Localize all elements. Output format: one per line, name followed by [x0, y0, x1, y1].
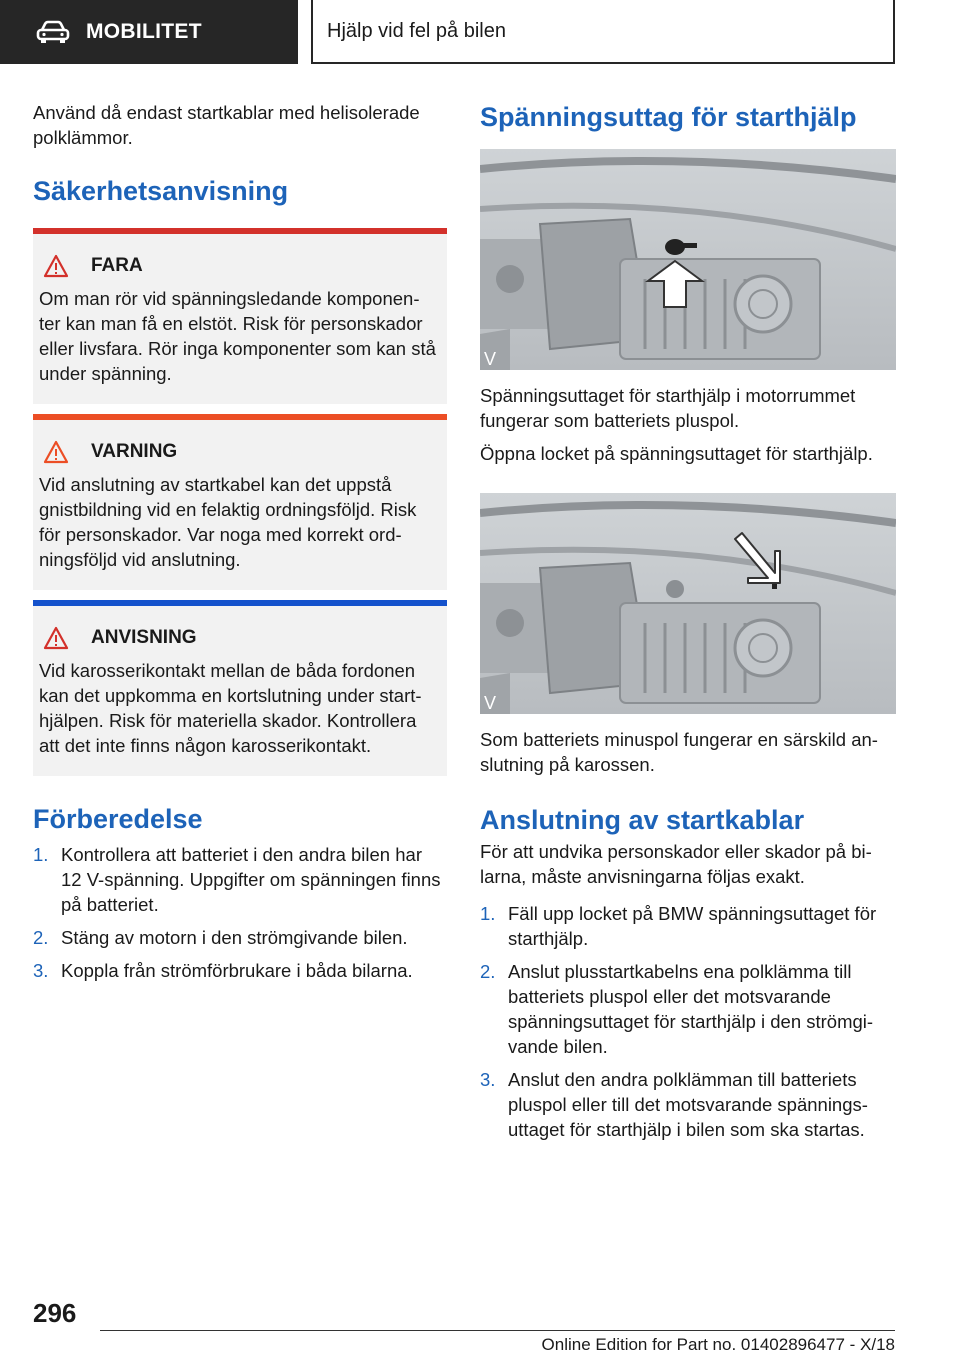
step-text: Kontrollera att batteriet i den andra bilen har 12 V-spänning. Uppgifter om spänningen finns på batteriet.	[61, 844, 441, 915]
step-number: 2.	[33, 927, 49, 948]
list-item	[33, 958, 447, 983]
list-item	[33, 925, 447, 950]
safety-heading: Säkerhetsanvisning	[33, 176, 289, 206]
edition-text: Online Edition for Part no. 01402896477 - X/18	[541, 1335, 895, 1354]
photo1-caption: Spänningsuttaget för starthjälp i motorrummet fungerar som batteriets pluspol.	[480, 385, 856, 431]
photo2-caption: Som batteriets minuspol fungerar en särskild an-slutning på karossen.	[480, 729, 878, 775]
step-text: Fäll upp locket på BMW spänningsuttaget för starthjälp.	[508, 903, 877, 949]
intro-text: Använd då endast startkablar med helisolerade polklämmor.	[33, 102, 420, 148]
engine-bay-photo-minus	[480, 493, 896, 714]
step-text: Stäng av motorn i den strömgivande bilen.	[61, 927, 408, 948]
warning-box-caution	[33, 414, 447, 590]
chapter-header	[311, 0, 895, 64]
warning-text: Vid karosserikontakt mellan de båda fordonen kan det uppkomma en kortslutning under start-hjälpen. Risk för materiella skador. Kontrollera att det inte finns någon karosserikontakt.	[39, 660, 422, 756]
connect-intro: För att undvika personskador eller skador på bi-larna, måste anvisningarna följas exakt.	[480, 841, 872, 887]
chapter-title: Hjälp vid fel på bilen	[327, 19, 506, 42]
preparation-steps	[33, 842, 447, 983]
socket-heading: Spänningsuttag för starthjälp	[480, 102, 857, 132]
connect-heading: Anslutning av startkablar	[480, 805, 805, 835]
step-number: 3.	[33, 960, 49, 981]
list-item	[480, 901, 896, 951]
footer-divider	[100, 1330, 895, 1331]
right-column	[480, 100, 896, 1150]
list-item	[480, 959, 896, 1059]
step-text: Anslut den andra polklämman till batteriets pluspol eller till det motsvarande spännings-uttaget för starthjälp i bilen som ska startas.	[508, 1069, 868, 1140]
car-icon	[36, 20, 70, 44]
step-number: 2.	[480, 961, 496, 982]
section-label: MOBILITET	[86, 20, 202, 43]
step-number: 3.	[480, 1069, 496, 1090]
warning-text: Om man rör vid spänningsledande komponen-ter kan man få en elstöt. Risk för personskador eller livsfara. Rör inga komponenter som kan stå under spänning.	[39, 288, 436, 384]
list-item	[480, 1067, 896, 1142]
warning-triangle-icon	[43, 626, 69, 650]
warning-triangle-icon	[43, 254, 69, 278]
step-text: Anslut plusstartkabelns ena polklämma till batteriets pluspol eller det motsvarande spänningsuttaget för starthjälp i den strömgi-vande bilen.	[508, 961, 874, 1057]
warning-title: VARNING	[91, 441, 178, 462]
warning-title: FARA	[91, 255, 143, 276]
warning-triangle-icon	[43, 440, 69, 464]
preparation-heading: Förberedelse	[33, 804, 203, 834]
section-tab	[0, 0, 298, 64]
step-number: 1.	[480, 903, 496, 924]
warning-box-notice	[33, 600, 447, 776]
svg-text:V: V	[484, 349, 497, 369]
svg-text:V: V	[484, 693, 497, 713]
step-text: Koppla från strömförbrukare i båda bilarna.	[61, 960, 413, 981]
photo1-instruction: Öppna locket på spänningsuttaget för starthjälp.	[480, 443, 873, 464]
warning-title: ANVISNING	[91, 627, 197, 648]
engine-bay-photo-plus	[480, 149, 896, 370]
connect-steps	[480, 901, 896, 1142]
warning-box-danger	[33, 228, 447, 404]
warning-text: Vid anslutning av startkabel kan det uppstå gnistbildning vid en felaktig ordningsföljd. Risk för personskador. Var noga med korrekt ord-ningsföljd vid anslutning.	[39, 474, 417, 570]
list-item	[33, 842, 447, 917]
page-number: 296	[33, 1298, 77, 1328]
step-number: 1.	[33, 844, 49, 865]
left-column	[33, 100, 447, 991]
